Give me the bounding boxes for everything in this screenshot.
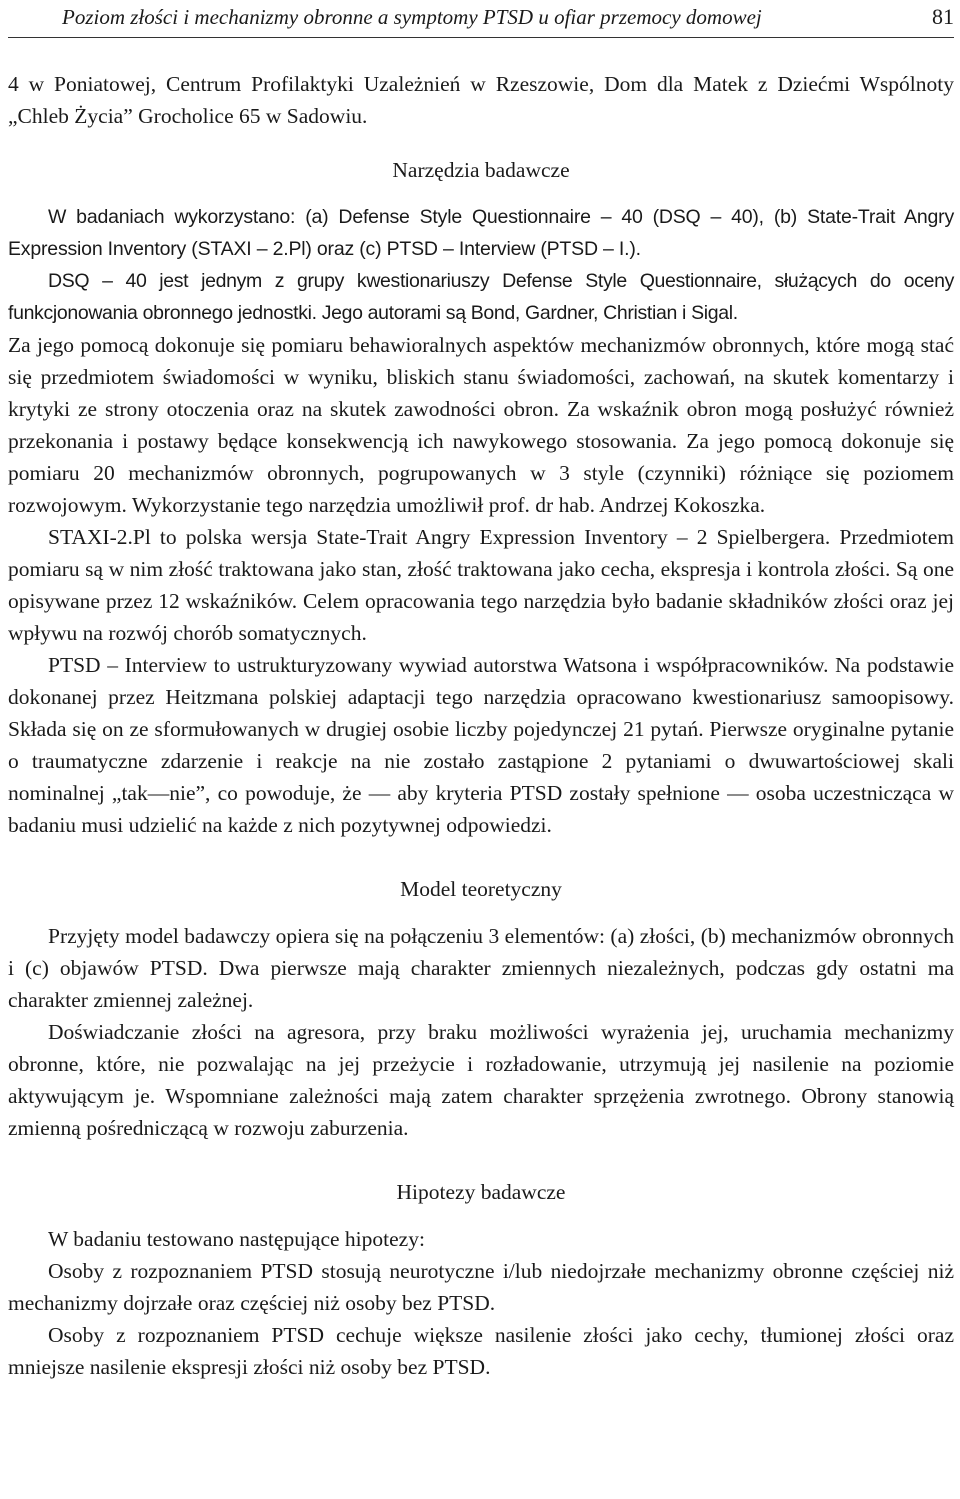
section-heading-hypotheses: Hipotezy badawcze bbox=[396, 1180, 566, 1204]
hypotheses-intro: W badaniu testowano następujące hipotezy: bbox=[48, 1227, 425, 1251]
tools-paragraph-3: PTSD – Interview to ustrukturyzowany wywiad autorstwa Watsona i współpracowników. Na podstawie dokonanej przez Heitzmana polskiej adaptacji tego narzędzia opracowano kwestionariusz samoopisowy. Składa się on ze sformułowanych w drugiej osobie liczby pojedynczej 21 pytań. Pierwsze oryginalne pytanie o traumatyczne zdarzenie i reakcje na nie zostało zastąpione 2 pytaniami o dwuwartościowej skali nominalnej „tak—nie”, co powoduje, że — aby kryteria PTSD zostały spełnione — osoba uczestnicząca w badaniu musi udzielić na każde z nich pozytywnej odpowiedzi. bbox=[8, 653, 954, 837]
page-number: 81 bbox=[932, 4, 954, 29]
article-body bbox=[8, 68, 954, 1383]
document-page bbox=[8, 0, 954, 1383]
intro-paragraph: 4 w Poniatowej, Centrum Profilaktyki Uzależnień w Rzeszowie, Dom dla Matek z Dziećmi Wspólnoty „Chleb Życia” Grocholice 65 w Sadowiu. bbox=[8, 72, 954, 128]
tools-paragraph-2: STAXI-2.Pl to polska wersja State-Trait Angry Expression Inventory – 2 Spielbergera. Przedmiotem pomiaru są w nim złość traktowana jako stan, złość traktowana jako cecha, ekspresja i kontrola złości. Są one opisywane przez 12 wskaźników. Celem opracowania tego narzędzia było badanie składników złości oraz jej wpływu na rozwój chorób somatycznych. bbox=[8, 525, 954, 645]
tools-paragraph-1-dsq: DSQ – 40 jest jednym z grupy kwestionariuszy Defense Style Questionnaire, służących do oceny funkcjonowania obronnego jednostki. Jego autorami są Bond, Gardner, Christian i Sigal. bbox=[8, 270, 954, 324]
running-head bbox=[8, 0, 954, 38]
running-head-title: Poziom złości i mechanizmy obronne a symptomy PTSD u ofiar przemocy domowej bbox=[62, 5, 762, 29]
hypothesis-1: Osoby z rozpoznaniem PTSD stosują neurotyczne i/lub niedojrzałe mechanizmy obronne częściej niż mechanizmy dojrzałe oraz częściej niż osoby bez PTSD. bbox=[8, 1259, 954, 1315]
tools-paragraph-1-rest: Za jego pomocą dokonuje się pomiaru behawioralnych aspektów mechanizmów obronnych, które mogą stać się przedmiotem świadomości w wyniku, bliskich stanu świadomości, zachowań, na skutek komentarzy i krytyki ze strony otoczenia oraz na skutek zawodności obron. Za wskaźnik obron mogą posłużyć również przekonania i postawy będące konsekwencją ich nawykowego stosowania. Za jego pomocą dokonuje się pomiaru 20 mechanizmów obronnych, pogrupowanych w 3 style (czynniki) różniące się poziomem rozwojowym. Wykorzystanie tego narzędzia umożliwił prof. dr hab. Andrzej Kokoszka. bbox=[8, 333, 954, 517]
tools-paragraph-1-intro: W badaniach wykorzystano: (a) Defense Style Questionnaire – 40 (DSQ – 40), (b) State-Trait Angry Expression Inventory (STAXI – 2.Pl) oraz (c) PTSD – Interview (PTSD – I.). bbox=[8, 206, 954, 260]
hypothesis-2: Osoby z rozpoznaniem PTSD cechuje większe nasilenie złości jako cechy, tłumionej złości oraz mniejsze nasilenie ekspresji złości niż osoby bez PTSD. bbox=[8, 1323, 954, 1379]
model-paragraph-1: Przyjęty model badawczy opiera się na połączeniu 3 elementów: (a) złości, (b) mechanizmów obronnych i (c) objawów PTSD. Dwa pierwsze mają charakter zmiennych niezależnych, podczas gdy ostatni ma charakter zmiennej zależnej. bbox=[8, 924, 954, 1012]
section-heading-tools: Narzędzia badawcze bbox=[392, 158, 570, 182]
section-heading-model: Model teoretyczny bbox=[400, 877, 562, 901]
model-paragraph-2: Doświadczanie złości na agresora, przy braku możliwości wyrażenia jej, uruchamia mechanizmy obronne, które, nie pozwalając na jej przeżycie i rozładowanie, utrzymują jej nasilenie na poziomie aktywującym je. Wspomniane zależności mają zatem charakter sprzężenia zwrotnego. Obrony stanowią zmienną pośredniczącą w rozwoju zaburzenia. bbox=[8, 1020, 954, 1140]
